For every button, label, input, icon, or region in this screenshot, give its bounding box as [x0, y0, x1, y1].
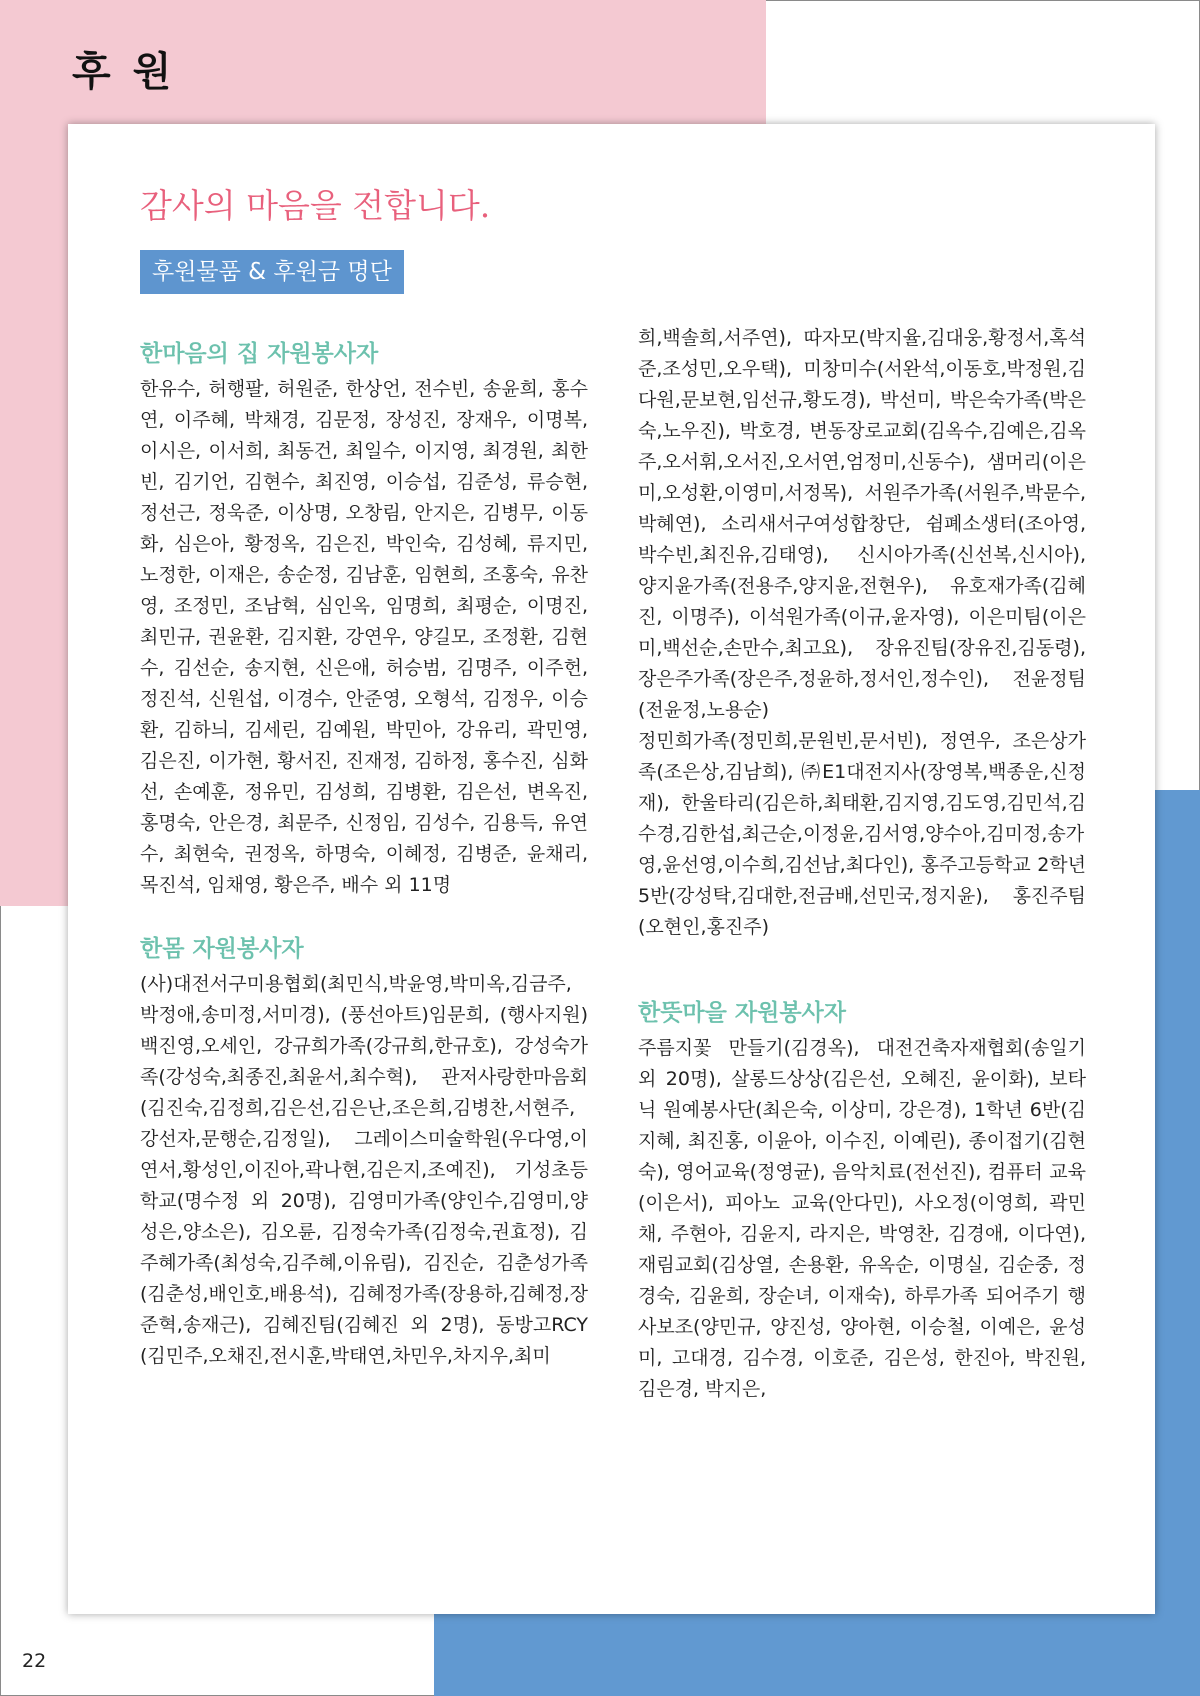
section-body-hantteut: 주름지꽃 만들기(김경옥), 대전건축자재협회(송일기 외 20명), 살롱드상상(김은선, 오혜진, 윤이화), 보타닉 원예봉사단(최은숙, 이상미, 강은경), 1학년 6반(김지혜, 최진홍, 이윤아, 이수진, 이예린), 종이접기(김현숙), 영어교육(정영균), 음악치료(전선진), 컴퓨터 교육(이은서), 피아노 교육(안다민), 사오정(이영희, 곽민채, 주현아, 김윤지, 라지은, 박영찬, 김경애, 이다연), 재림교회(김상열, 손용환, 유옥순, 이명실, 김순중, 정경숙, 김윤희, 장순녀, 이재숙), 하루가족 되어주기 행사보조(양민규, 양진성, 양아현, 이승철, 이예은, 윤성미, 고대경, 김수경, 이호준, 김은성, 한진아, 박진원, 김은경, 박지은,	[638, 1037, 1086, 1400]
right-column	[638, 323, 1086, 1405]
headline: 감사의 마음을 전합니다.	[140, 186, 491, 225]
section-body-hanmom: (사)대전서구미용협회(최민식,박윤영,박미옥,김금주,박정애,송미정,서미경), (풍선아트)임문희, (행사지원)백진영,오세인, 강규희가족(강규희,한규호), 강성숙가족(강성숙,최종진,최윤서,최수혁), 관저사랑한마음회(김진숙,김정희,김은선,김은난,조은희,김병찬,서현주,강선자,문행순,김정일), 그레이스미술학원(우다영,이연서,황성인,이진아,곽나현,김은지,조예진), 기성초등학교(명수정 외 20명), 김영미가족(양인수,김영미,양성은,양소은), 김오륜, 김정숙가족(김정숙,권효정), 김주혜가족(최성숙,김주혜,이유림), 김진순, 김춘성가족(김춘성,배인호,배용석), 김혜정가족(장용하,김혜정,장준혁,송재근), 김혜진팀(김혜진 외 2명), 동방고RCY(김민주,오채진,전시훈,박태연,차민우,차지우,최미	[140, 973, 588, 1367]
left-column	[140, 334, 588, 1372]
section-title-hantteut: 한뜻마을 자원봉사자	[638, 1000, 846, 1026]
section-body-hanmom-continued: 희,백솔희,서주연), 따자모(박지율,김대웅,황정서,혹석준,조성민,오우택), 미창미수(서완석,이동호,박정원,김다원,문보현,임선규,황도경), 박선미, 박은숙가족(박은숙,노우진), 박호경, 변동장로교회(김옥수,김예은,김옥주,오서휘,오서진,오서연,엄정미,신동수), 샘머리(이은미,오성환,이영미,서정목), 서원주가족(서원주,박문수,박혜연), 소리새서구여성합창단, 쉼폐소생터(조아영,박수빈,최진유,김태영), 신시아가족(신선복,신시아), 양지윤가족(전용주,양지윤,전현우), 유호재가족(김혜진, 이명주), 이석원가족(이규,윤자영), 이은미팀(이은미,백선순,손만수,최고요), 장유진팀(장유진,김동령), 장은주가족(장은주,정윤하,정서인,정수인), 전윤정팀(전윤정,노용순)	[638, 327, 1086, 721]
page-number: 22	[22, 1650, 47, 1672]
section-body-hanmom-continued-2: 정민희가족(정민희,문원빈,문서빈), 정연우, 조은상가족(조은상,김남희), ㈜E1대전지사(장영복,백종운,신정재), 한울타리(김은하,최태환,김지영,김도영,김민석,김수경,김한섭,최근순,이정윤,김서영,양수아,김미정,송가영,윤선영,이수희,김선남,최다인), 홍주고등학교 2학년5반(강성탁,김대한,전금배,선민국,정지윤), 홍진주팀(오현인,홍진주)	[638, 730, 1086, 938]
section-body-hanmaeum: 한유수, 허행팔, 허원준, 한상언, 전수빈, 송윤희, 홍수연, 이주혜, 박채경, 김문정, 장성진, 장재우, 이명복, 이시은, 이서희, 최동건, 최일수, 이지영, 최경원, 최한빈, 김기언, 김현수, 최진영, 이승섭, 김준성, 류승현, 정선근, 정욱준, 이상명, 오창림, 안지은, 김병무, 이동화, 심은아, 황정옥, 김은진, 박인숙, 김성혜, 류지민, 노정한, 이재은, 송순정, 김남훈, 임현희, 조홍숙, 유찬영, 조정민, 조남혁, 심인옥, 임명희, 최평순, 이명진, 최민규, 권윤환, 김지환, 강연우, 양길모, 조정환, 김현수, 김선순, 송지현, 신은애, 허승범, 김명주, 이주헌, 정진석, 신원섭, 이경수, 안준영, 오형석, 김정우, 이승환, 김하늬, 김세린, 김예원, 박민아, 강유리, 곽민영, 김은진, 이가현, 황서진, 진재정, 김하정, 홍수진, 심화선, 손예훈, 정유민, 김성희, 김병환, 김은선, 변옥진, 홍명숙, 안은경, 최문주, 신정임, 김성수, 김용득, 유연수, 최현숙, 권정옥, 하명숙, 이혜정, 김병준, 윤채리, 목진석, 임채영, 황은주, 배수 외 11명	[140, 378, 588, 896]
donation-list-tag: 후원물품 & 후원금 명단	[140, 250, 404, 294]
section-title-hanmom: 한몸 자원봉사자	[140, 936, 304, 962]
section-label: 후 원	[72, 49, 176, 95]
section-title-hanmaeum: 한마음의 집 자원봉사자	[140, 341, 379, 367]
content-card	[68, 124, 1155, 1614]
